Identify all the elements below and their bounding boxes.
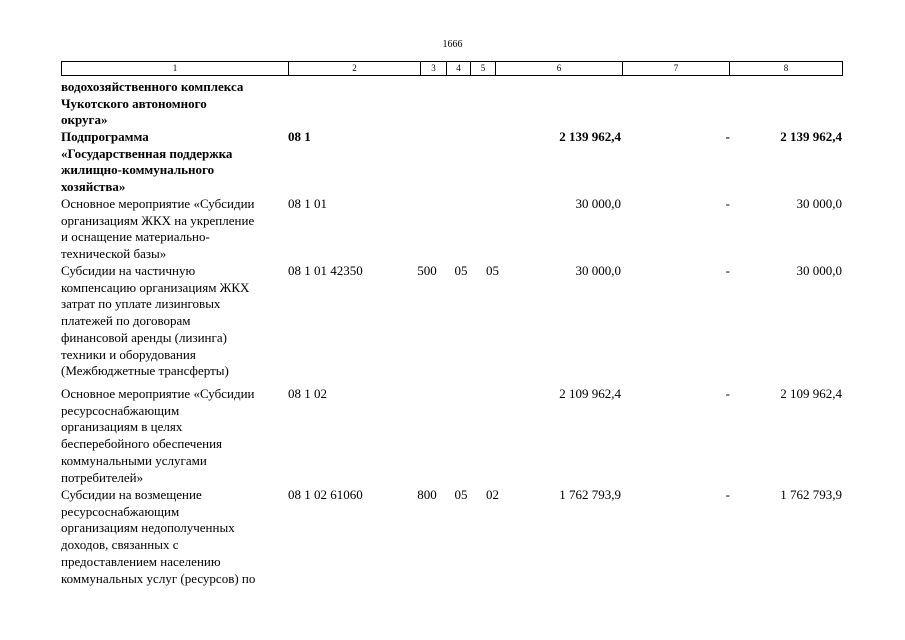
row-6-rz: 05 xyxy=(454,487,468,502)
row-4-pr: 05 xyxy=(486,263,499,278)
row-2-v6: 2 139 962,4 xyxy=(559,129,621,144)
row-5-code: 08 1 02 xyxy=(288,386,327,401)
row-6-v6: 1 762 793,9 xyxy=(559,487,621,502)
row-6-vr: 800 xyxy=(417,487,437,502)
row-4-code: 08 1 01 42350 xyxy=(288,263,363,278)
row-3-v8: 30 000,0 xyxy=(796,196,842,211)
row-4-v7: - xyxy=(725,263,730,278)
row-2-v7: - xyxy=(725,129,730,144)
row-2-v8: 2 139 962,4 xyxy=(780,129,842,144)
row-4-v8: 30 000,0 xyxy=(796,263,842,278)
row-3-v6: 30 000,0 xyxy=(575,196,621,211)
header-col-1: 1 xyxy=(62,62,289,75)
row-6-code: 08 1 02 61060 xyxy=(288,487,363,502)
header-col-3: 3 xyxy=(421,62,447,75)
row-4-rz: 05 xyxy=(454,263,468,278)
row-2-name: Подпрограмма «Государственная поддержка жилищно-коммунального хозяйства» xyxy=(61,129,233,195)
row-5-name: Основное мероприятие «Субсидии ресурсоснабжающим организациям в целях бесперебойного обеспечения коммунальными услугами потребителей» xyxy=(61,386,255,485)
row-4-vr: 500 xyxy=(417,263,437,278)
row-6-name: Субсидии на возмещение ресурсоснабжающим организациям недополученных доходов, связанных с предоставлением населению коммунальных услуг (ресурсов) по xyxy=(61,487,256,586)
row-5-v8: 2 109 962,4 xyxy=(780,386,842,401)
row-5-v7: - xyxy=(725,386,730,401)
page-number: 1666 xyxy=(442,39,463,50)
row-4-v6: 30 000,0 xyxy=(575,263,621,278)
row-3-name: Основное мероприятие «Субсидии организациям ЖКХ на укрепление и оснащение материально- технической базы» xyxy=(61,196,255,262)
header-col-8: 8 xyxy=(783,63,789,73)
row-3-v7: - xyxy=(725,196,730,211)
row-2-code: 08 1 xyxy=(288,129,311,144)
header-col-4: 4 xyxy=(447,62,471,75)
header-col-5: 5 xyxy=(471,62,496,75)
row-4-name: Субсидии на частичную компенсацию организациям ЖКХ затрат по уплате лизинговых платежей по договорам финансовой аренды (лизинга) техники и оборудования (Межбюджетные трансферты) xyxy=(61,263,250,379)
header-col-2: 2 xyxy=(289,62,421,75)
row-6-v7: - xyxy=(725,487,730,502)
table-header xyxy=(61,61,843,76)
row-5-v6: 2 109 962,4 xyxy=(559,386,621,401)
row-6-v8: 1 762 793,9 xyxy=(780,487,842,502)
row-3-code: 08 1 01 xyxy=(288,196,327,211)
header-col-7: 7 xyxy=(623,62,730,75)
row-1-name: водохозяйственного комплекса Чукотского автономного округа» xyxy=(61,79,244,128)
row-6-pr: 02 xyxy=(486,487,499,502)
header-col-6: 6 xyxy=(496,62,623,75)
